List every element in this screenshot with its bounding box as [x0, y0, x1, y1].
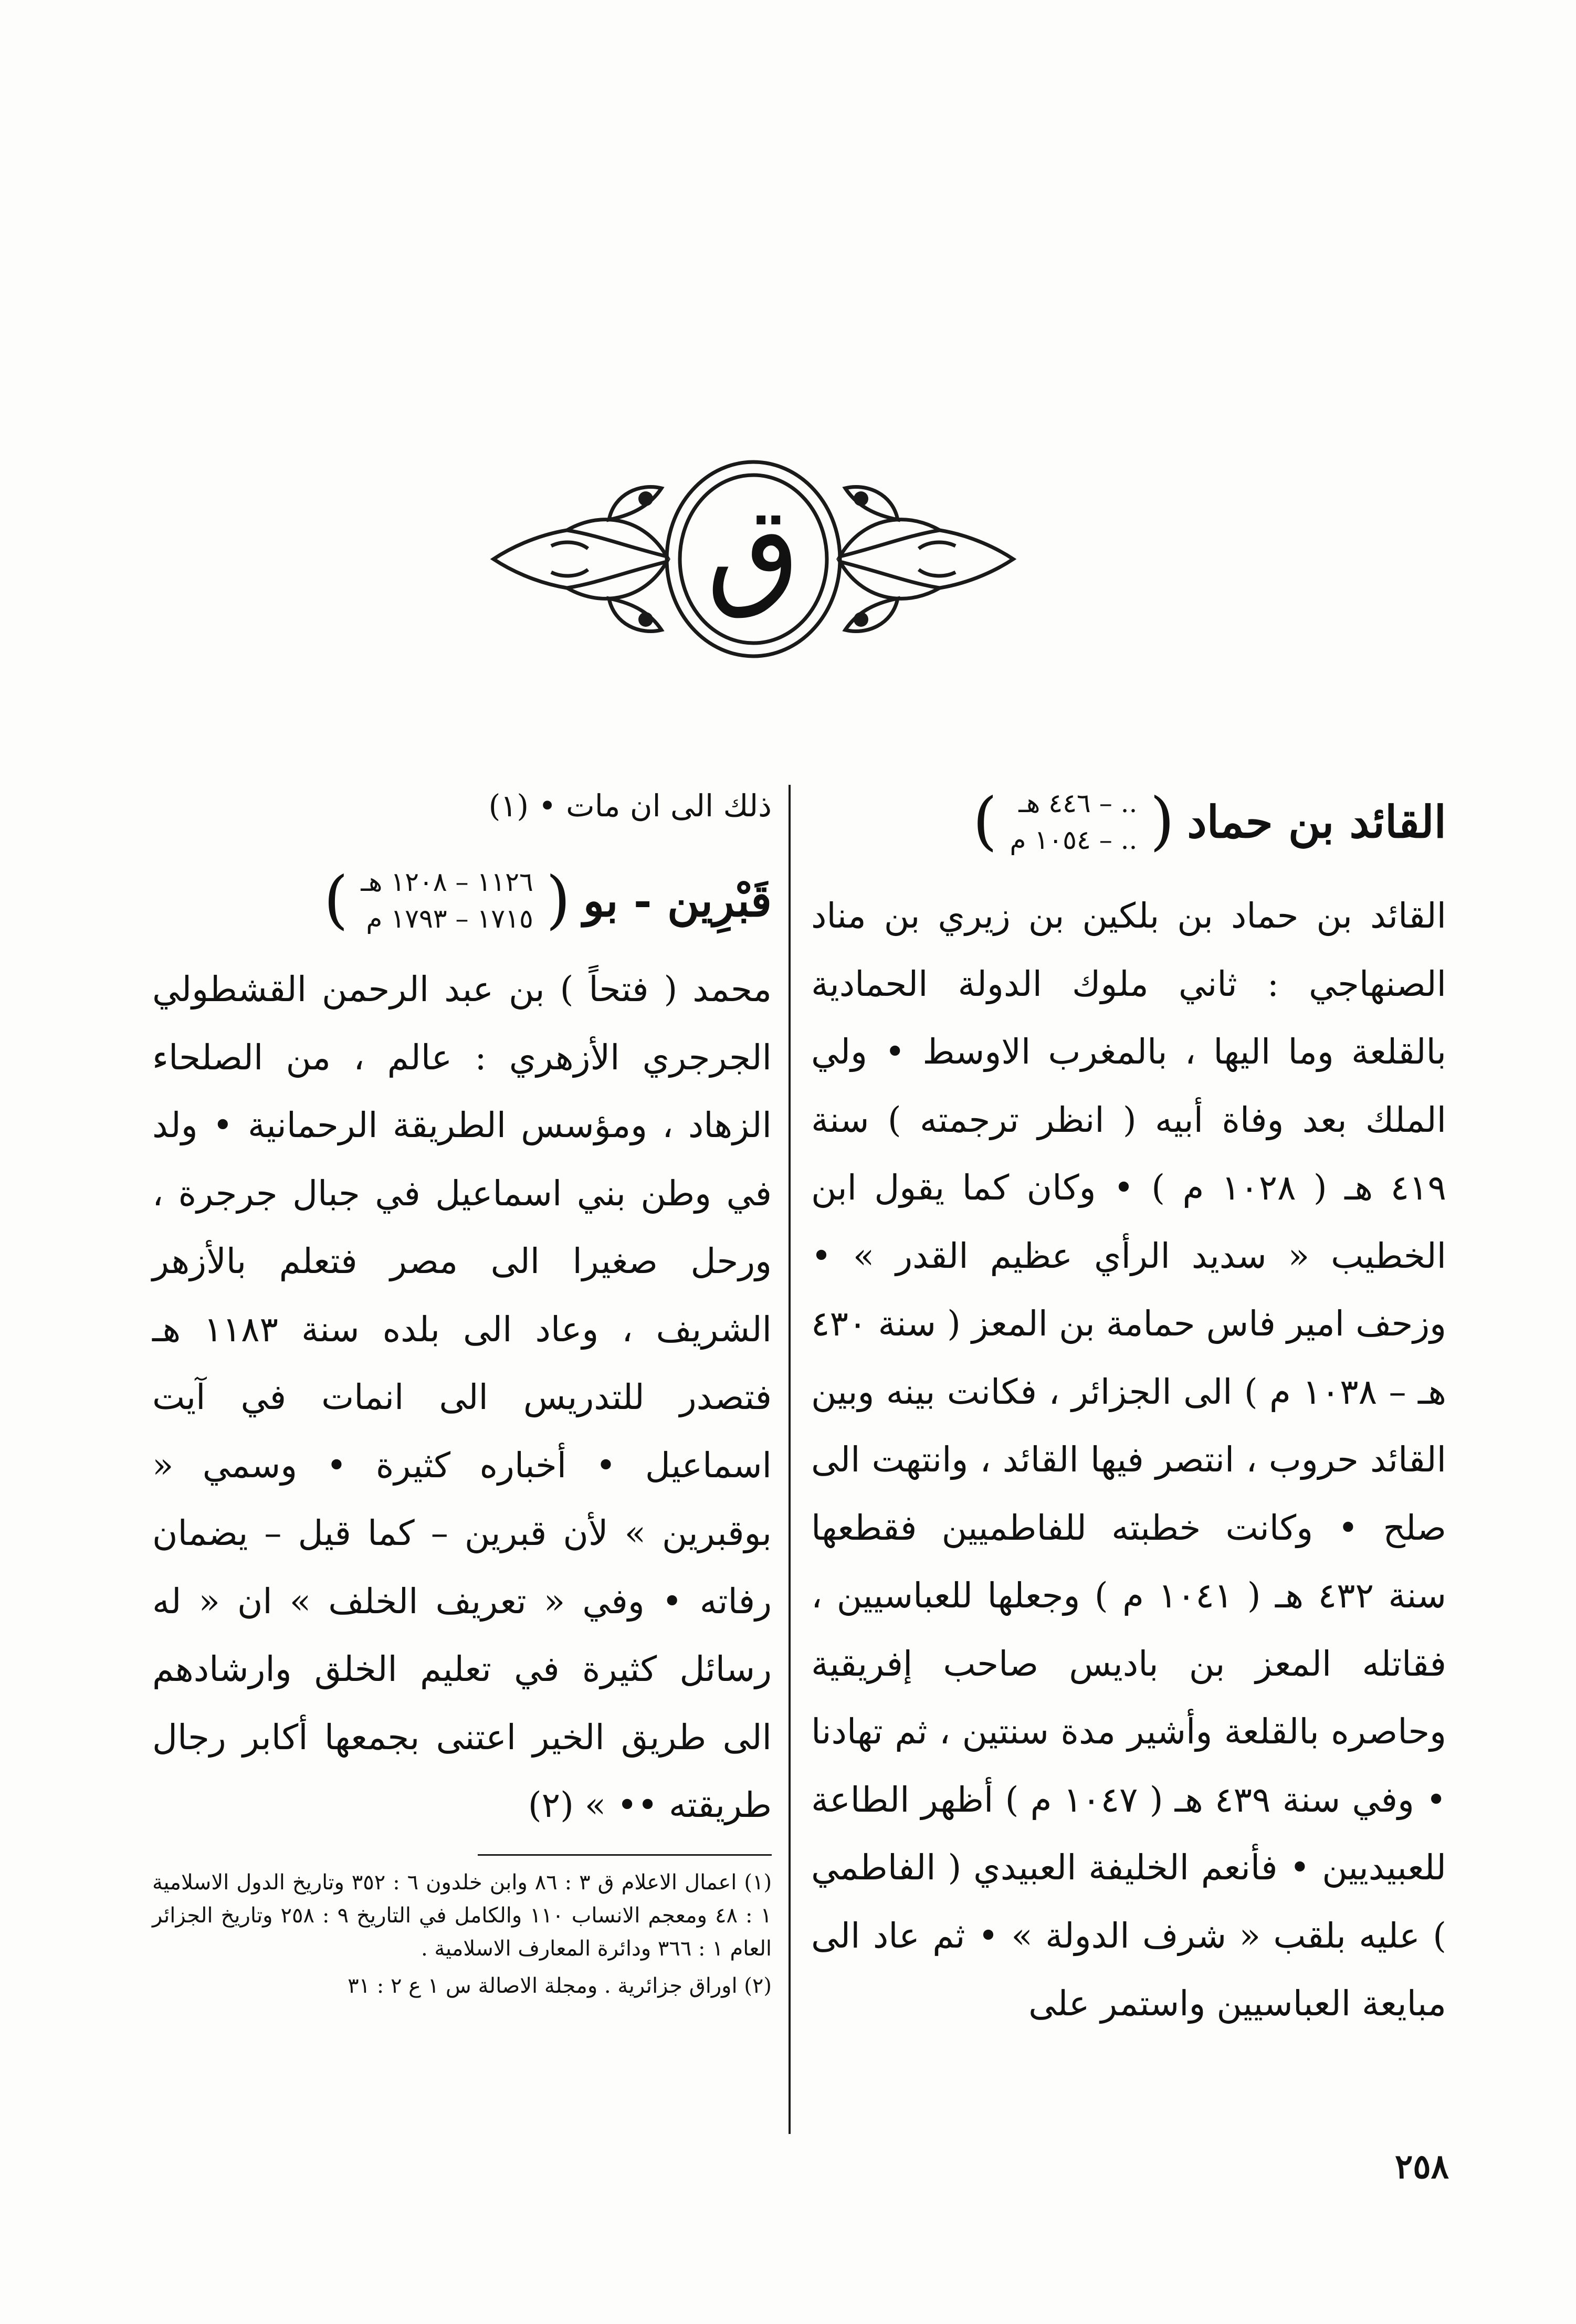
entry-name: القائد بن حماد — [1187, 795, 1446, 848]
open-paren: ( — [1150, 785, 1175, 858]
entry-dates — [1010, 785, 1138, 858]
dates-hijri: .. – ٤٤٦ هـ — [1018, 788, 1138, 818]
footnote: (١) اعمال الاعلام ق ٣ : ٨٦ وابن خلدون ٦ : ٣٥٢ وتاريخ الدول الاسلامية ١ : ٤٨ ومعجم الانساب ١١٠ والكامل في التاريخ ٩ : ٢٥٨ وتاريخ الجزائر العام ١ : ٣٦٦ ودائرة المعارف الاسلامية . — [152, 1870, 772, 1961]
right-column — [811, 777, 1446, 2038]
close-paren: ) — [323, 864, 349, 937]
entry-dates — [361, 864, 533, 937]
column-divider — [789, 785, 791, 2134]
floral-ornament-icon — [488, 457, 1018, 667]
entry-heading — [152, 856, 772, 945]
continuation-text: ذلك الى ان مات • (١) — [488, 788, 772, 824]
open-paren: ( — [545, 864, 571, 937]
page-number: ٢٥٨ — [1394, 2147, 1449, 2186]
dates-gregorian: ١٧١٥ – ١٧٩٣ م — [366, 903, 533, 934]
footnote: (٢) اوراق جزائرية . ومجلة الاصالة س ١ ع ٢ : ٣١ — [348, 1973, 772, 1998]
entry-body: القائد بن حماد بن بلكين بن زيري بن مناد الصنهاجي : ثاني ملوك الدولة الحمادية بالقلعة وما اليها ، بالمغرب الاوسط • ولي الملك بعد وفاة أبيه ( انظر ترجمته ) سنة ٤١٩ هـ ( ١٠٢٨ م ) • وكان كما يقول ابن الخطيب « سديد الرأي عظيم القدر » • وزحف امير فاس حمامة بن المعز ( سنة ٤٣٠ هـ – ١٠٣٨ م ) الى الجزائر ، فكانت بينه وبين القائد حروب ، انتصر فيها القائد ، وانتهت الى صلح • وكانت خطبته للفاطميين فقطعها سنة ٤٣٢ هـ ( ١٠٤١ م ) وجعلها للعباسيين ، فقاتله المعز بن باديس صاحب إفريقية وحاصره بالقلعة وأشير مدة سنتين ، ثم تهادنا • وفي سنة ٤٣٩ هـ ( ١٠٤٧ م ) أظهر الطاعة للعبيديين • فأنعم الخليفة العبيدي ( الفاطمي ) عليه بلقب « شرف الدولة » • ثم عاد الى مبايعة العباسيين واستمر على — [811, 896, 1447, 2024]
entry-body: محمد ( فتحاً ) بن عبد الرحمن القشطولي الجرجري الأزهري : عالم ، من الصلحاء الزهاد ، ومؤسس الطريقة الرحمانية • ولد في وطن بني اسماعيل في جبال جرجرة ، ورحل صغيرا الى مصر فتعلم بالأزهر الشريف ، وعاد الى بلده سنة ١١٨٣ هـ فتصدر للتدريس الى انمات في آيت اسماعيل • أخباره كثيرة • وسمي « بوقبرين » لأن قبرين – كما قيل – يضمان رفاته • وفي « تعريف الخلف » ان « له رسائل كثيرة في تعليم الخلق وارشادهم الى طريق الخير اعتنى بجمعها أكابر رجال طريقته •• » (٢) — [152, 969, 772, 1825]
dates-gregorian: .. – ١٠٥٤ م — [1010, 825, 1138, 855]
close-paren: ) — [972, 785, 997, 858]
entry-heading — [811, 777, 1446, 866]
ornament-letter: ق — [706, 481, 801, 621]
footnote-rule — [478, 1854, 772, 1856]
left-column — [152, 777, 772, 2003]
entry-name: قَبْرِين - بو — [583, 874, 772, 927]
dates-hijri: ١١٢٦ – ١٢٠٨ هـ — [361, 867, 533, 897]
